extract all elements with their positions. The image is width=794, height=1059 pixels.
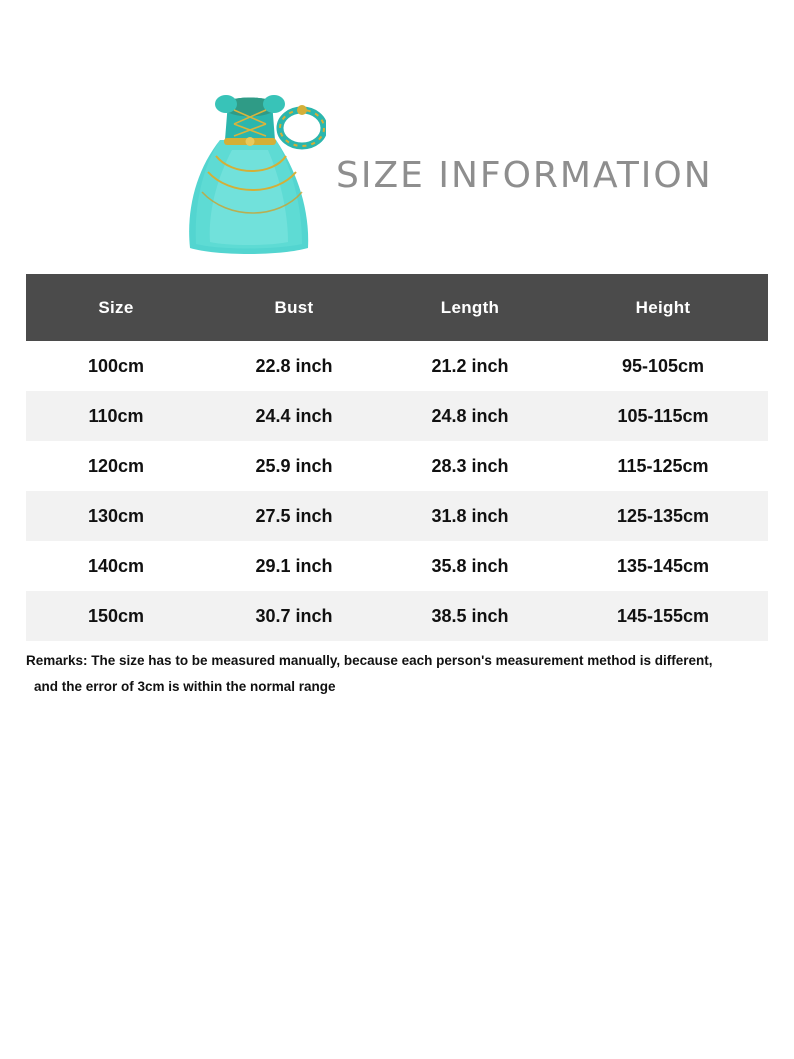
cell-height: 125-135cm: [558, 491, 768, 541]
cell-bust: 30.7 inch: [206, 591, 382, 641]
headband-illustration: [280, 105, 324, 146]
size-table-container: [26, 274, 768, 641]
remarks: [26, 648, 772, 699]
remarks-line-2: and the error of 3cm is within the normal range: [34, 678, 336, 694]
cell-length: 31.8 inch: [382, 491, 558, 541]
table-row: [26, 341, 768, 391]
table-header-row: [26, 274, 768, 341]
cell-bust: 29.1 inch: [206, 541, 382, 591]
size-table: [26, 274, 768, 641]
cell-height: 115-125cm: [558, 441, 768, 491]
cell-height: 135-145cm: [558, 541, 768, 591]
cell-size: 100cm: [26, 341, 206, 391]
cell-height: 95-105cm: [558, 341, 768, 391]
cell-height: 105-115cm: [558, 391, 768, 441]
column-header-bust: Bust: [206, 274, 382, 341]
table-row: [26, 391, 768, 441]
page-title: SIZE INFORMATION: [336, 155, 713, 196]
cell-length: 35.8 inch: [382, 541, 558, 591]
cell-height: 145-155cm: [558, 591, 768, 641]
cell-length: 24.8 inch: [382, 391, 558, 441]
column-header-length: Length: [382, 274, 558, 341]
cell-bust: 25.9 inch: [206, 441, 382, 491]
table-row: [26, 541, 768, 591]
cell-bust: 27.5 inch: [206, 491, 382, 541]
cell-bust: 22.8 inch: [206, 341, 382, 391]
column-header-size: Size: [26, 274, 206, 341]
dress-illustration-svg: [176, 80, 326, 260]
table-row: [26, 491, 768, 541]
table-row: [26, 591, 768, 641]
cell-bust: 24.4 inch: [206, 391, 382, 441]
cell-length: 38.5 inch: [382, 591, 558, 641]
cell-length: 21.2 inch: [382, 341, 558, 391]
header: [0, 0, 794, 270]
cell-length: 28.3 inch: [382, 441, 558, 491]
remarks-line-1: Remarks: The size has to be measured manually, because each person's measurement method is different,: [26, 653, 713, 668]
column-header-height: Height: [558, 274, 768, 341]
cell-size: 130cm: [26, 491, 206, 541]
table-row: [26, 441, 768, 491]
cell-size: 110cm: [26, 391, 206, 441]
cell-size: 150cm: [26, 591, 206, 641]
table-body: [26, 341, 768, 641]
product-image: [176, 80, 326, 260]
cell-size: 140cm: [26, 541, 206, 591]
table-header: [26, 274, 768, 341]
cell-size: 120cm: [26, 441, 206, 491]
